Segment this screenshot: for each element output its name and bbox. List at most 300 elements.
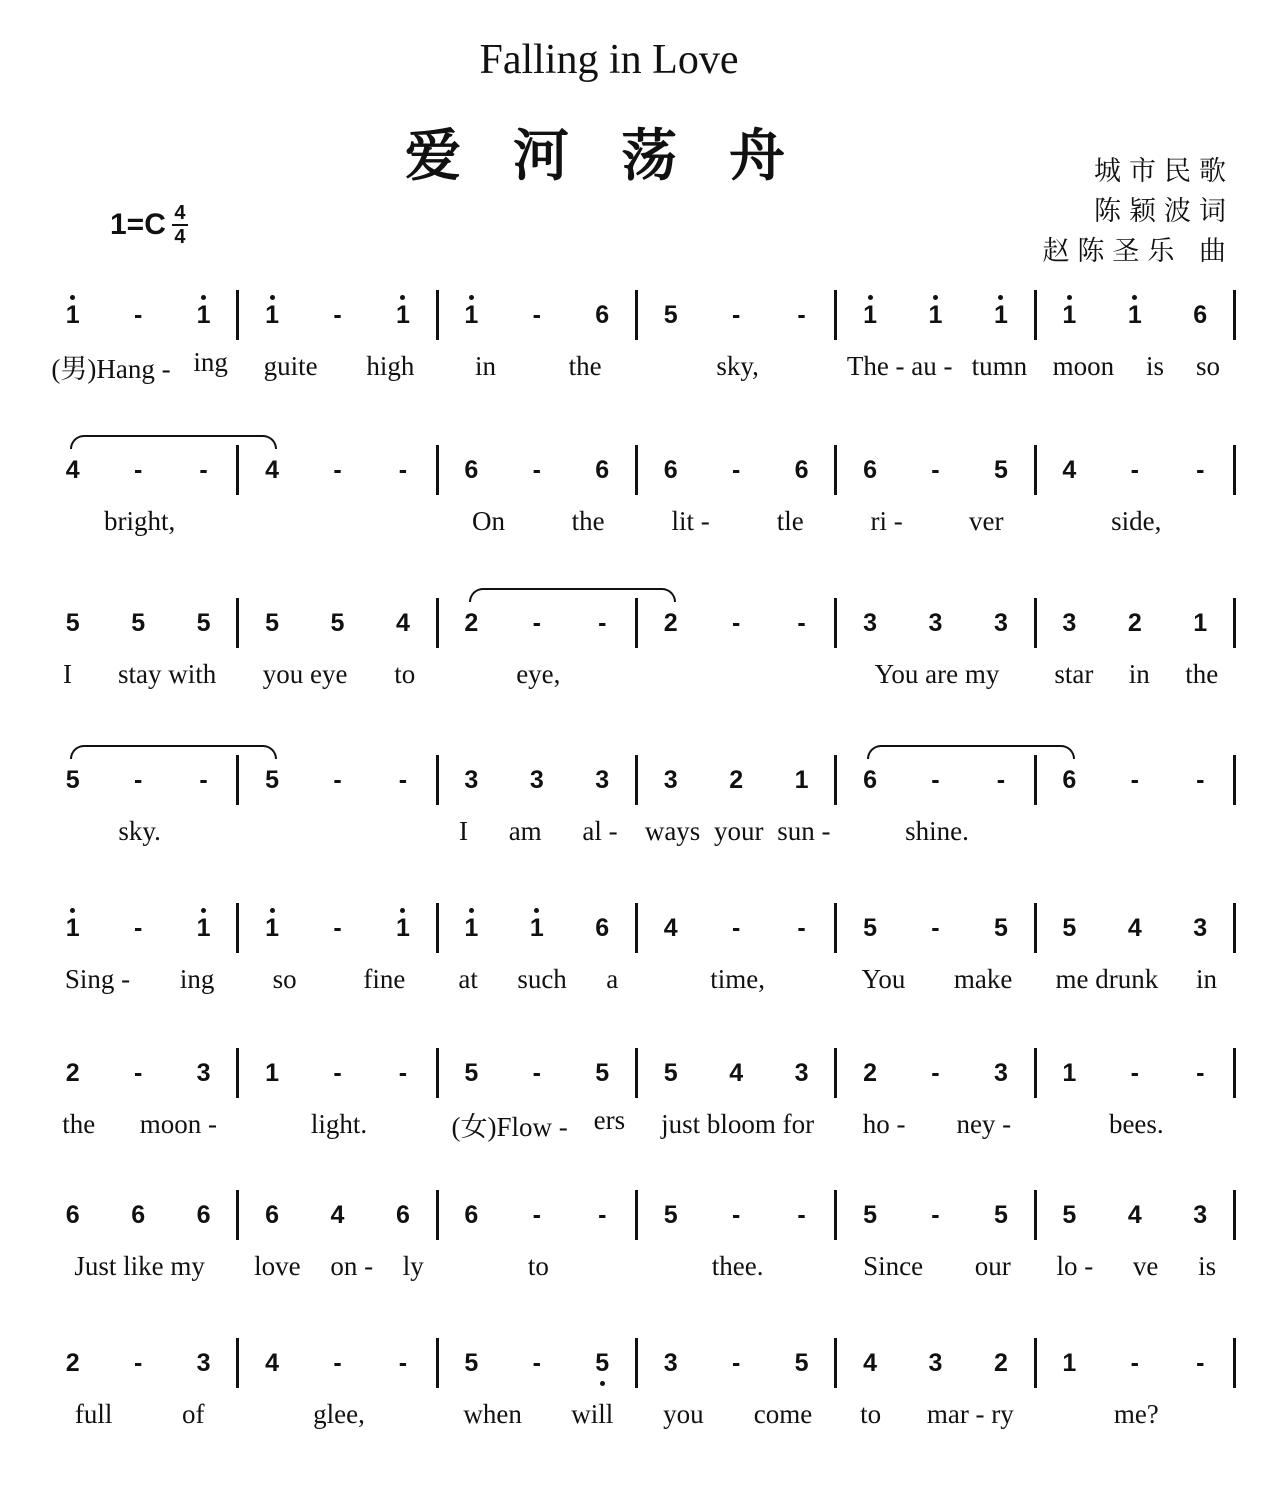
note: 2: [1127, 608, 1142, 637]
measure: [837, 445, 1036, 495]
dash-extension: -: [398, 765, 408, 794]
lyric-syllable: ly: [402, 1250, 424, 1281]
note: 5: [587, 1349, 617, 1378]
note: 1: [456, 914, 486, 943]
note: 4: [863, 1348, 877, 1377]
dash-extension: -: [333, 1348, 342, 1377]
lyric-measure: [439, 506, 638, 537]
tie-arc: [469, 588, 676, 602]
note: 5: [863, 913, 877, 942]
lyric-syllable: ing: [193, 346, 228, 377]
dash-extension: -: [133, 765, 143, 794]
time-bottom: 4: [174, 226, 186, 248]
note: 4: [265, 1348, 279, 1377]
note: 1: [388, 914, 418, 943]
note: 1: [855, 301, 885, 330]
lyric-measure: [239, 1399, 438, 1430]
lyric-measure: [1037, 351, 1236, 382]
lyric-syllable: our: [974, 1250, 1011, 1281]
lyric-syllable: moon -: [139, 1108, 218, 1139]
lyric-syllable: eye,: [516, 658, 561, 689]
lyric-measure: [439, 659, 638, 690]
lyrics-line: [40, 1104, 1236, 1144]
lyric-syllable: in: [1196, 963, 1218, 994]
measure: [439, 598, 638, 648]
lyric-syllable: sun -: [777, 815, 831, 846]
lyric-syllable: lit -: [671, 505, 710, 536]
note: 1: [1193, 608, 1208, 637]
lyric-syllable: just bloom for: [661, 1108, 815, 1139]
lyric-syllable: guite: [263, 350, 318, 381]
title-chinese: 爱河荡舟: [405, 123, 837, 189]
lyric-syllable: at: [458, 963, 478, 994]
note: 1: [794, 765, 809, 794]
note: 5: [993, 455, 1008, 484]
dash-extension: -: [1196, 765, 1205, 794]
lyrics-line: [40, 346, 1236, 386]
measure: [239, 1190, 438, 1240]
dash-extension: -: [532, 455, 541, 484]
note: 1: [1120, 301, 1150, 330]
dash-extension: -: [598, 608, 607, 637]
lyric-syllable: al -: [582, 815, 618, 846]
lyric-syllable: (女)Flow -: [451, 1111, 568, 1142]
dash-extension: -: [398, 455, 408, 484]
dash-extension: -: [333, 300, 342, 329]
dash-extension: -: [731, 300, 741, 329]
lyric-measure: [837, 1399, 1036, 1430]
dash-extension: -: [731, 913, 741, 942]
note: 5: [595, 1058, 610, 1087]
score-row: [40, 755, 1236, 851]
note: 5: [265, 765, 279, 794]
measure: [1037, 755, 1236, 805]
tie-arc: [867, 745, 1074, 759]
measure: [239, 755, 438, 805]
dash-extension: -: [797, 913, 806, 942]
note: 6: [863, 765, 877, 794]
note: 2: [65, 1348, 80, 1377]
title-english: Falling in Love: [479, 37, 739, 83]
dash-extension: -: [931, 1200, 940, 1229]
lyric-syllable: lo -: [1056, 1250, 1094, 1281]
measure: [837, 755, 1036, 805]
note: 5: [993, 1200, 1008, 1229]
note: 5: [464, 1348, 479, 1377]
dash-extension: -: [1196, 455, 1205, 484]
lyric-syllable: when: [463, 1398, 522, 1429]
note: 1: [986, 301, 1016, 330]
lyric-syllable: sky.: [118, 815, 161, 846]
note: 2: [65, 1058, 80, 1087]
lyric-syllable: fine: [363, 963, 406, 994]
measure: [439, 1190, 638, 1240]
lyric-syllable: high: [366, 350, 415, 381]
measure: [638, 1190, 837, 1240]
measure: [40, 290, 239, 340]
dash-extension: -: [797, 1200, 806, 1229]
note: 4: [1127, 1200, 1142, 1229]
lyric-syllable: time,: [710, 963, 766, 994]
lyric-measure: [638, 1399, 837, 1430]
note: 1: [1062, 1348, 1077, 1377]
measure: [1037, 903, 1236, 953]
lyric-syllable: You are my: [874, 658, 1000, 689]
note: 5: [1062, 913, 1077, 942]
note: 1: [920, 301, 950, 330]
dash-extension: -: [731, 608, 741, 637]
measure: [837, 903, 1036, 953]
lyric-measure: [1037, 659, 1236, 690]
measure: [1037, 1048, 1236, 1098]
note: 5: [265, 608, 279, 637]
lyric-syllable: of: [181, 1398, 205, 1429]
lyric-syllable: sky,: [716, 350, 759, 381]
note: 5: [131, 608, 146, 637]
measure: [837, 1048, 1036, 1098]
lyric-measure: [1037, 1251, 1236, 1282]
measure: [439, 1338, 638, 1388]
note: 3: [196, 1348, 211, 1377]
notes-line: [40, 445, 1236, 495]
lyric-syllable: in: [1128, 658, 1150, 689]
lyric-syllable: star: [1054, 658, 1094, 689]
lyric-syllable: thee.: [711, 1250, 764, 1281]
measure: [40, 755, 239, 805]
measure: [239, 598, 438, 648]
lyric-syllable: me drunk: [1055, 963, 1159, 994]
note: 4: [1127, 913, 1142, 942]
lyric-syllable: tumn: [971, 350, 1028, 381]
measure: [239, 1048, 438, 1098]
time-top: 4: [174, 202, 186, 224]
lyric-syllable: shine.: [905, 815, 969, 846]
dash-extension: -: [731, 455, 741, 484]
note: 2: [863, 1058, 877, 1087]
credit-composer: 赵陈圣乐 曲: [1042, 236, 1234, 267]
dash-extension: -: [133, 1348, 143, 1377]
key-signature: [110, 203, 188, 247]
lyric-syllable: full: [74, 1398, 113, 1429]
dash-extension: -: [797, 300, 806, 329]
note: 6: [1193, 300, 1208, 329]
note: 4: [265, 455, 279, 484]
lyric-syllable: bees.: [1108, 1108, 1164, 1139]
lyric-syllable: stay with: [118, 658, 217, 689]
lyric-syllable: (男)Hang -: [51, 353, 171, 384]
note: 1: [388, 301, 418, 330]
lyric-syllable: am: [508, 815, 542, 846]
lyric-syllable: your: [714, 815, 764, 846]
dash-extension: -: [996, 765, 1006, 794]
note: 3: [464, 765, 479, 794]
notes-line: [40, 598, 1236, 648]
lyric-measure: [837, 1251, 1036, 1282]
lyric-syllable: I: [459, 815, 468, 846]
lyric-syllable: you eye: [262, 658, 348, 689]
note: 6: [265, 1200, 279, 1229]
lyric-syllable: the: [568, 350, 602, 381]
lyric-syllable: to: [860, 1398, 882, 1429]
lyric-syllable: the: [571, 505, 605, 536]
dash-extension: -: [333, 913, 342, 942]
lyric-syllable: light.: [310, 1108, 368, 1139]
lyric-syllable: in: [474, 350, 496, 381]
lyric-measure: [40, 659, 239, 690]
dash-extension: -: [532, 1200, 541, 1229]
measure: [837, 1190, 1036, 1240]
measure: [837, 290, 1036, 340]
lyric-measure: [439, 351, 638, 382]
dash-extension: -: [199, 765, 208, 794]
measure: [638, 598, 837, 648]
lyric-syllable: the: [1185, 658, 1219, 689]
measure: [1037, 1338, 1236, 1388]
notes-line: [40, 755, 1236, 805]
lyric-syllable: Sing -: [64, 963, 131, 994]
note: 5: [1062, 1200, 1077, 1229]
dash-extension: -: [133, 913, 143, 942]
note: 3: [663, 765, 678, 794]
notes-line: [40, 1338, 1236, 1388]
lyric-syllable: Since: [863, 1250, 924, 1281]
lyric-syllable: bright,: [104, 505, 176, 536]
notes-line: [40, 290, 1236, 340]
dash-extension: -: [1130, 1058, 1139, 1087]
lyric-measure: [837, 964, 1036, 995]
note: 5: [663, 300, 678, 329]
lyric-measure: [638, 1109, 837, 1140]
dash-extension: -: [1130, 765, 1139, 794]
lyric-measure: [638, 506, 837, 537]
time-signature: [172, 203, 188, 247]
score-row: [40, 598, 1236, 694]
lyric-syllable: you: [663, 1398, 704, 1429]
lyric-syllable: the: [62, 1108, 96, 1139]
lyric-measure: [837, 1109, 1036, 1140]
measure: [638, 1338, 837, 1388]
note: 1: [265, 1058, 279, 1087]
measure: [439, 445, 638, 495]
lyric-measure: [1037, 964, 1236, 995]
credit-origin: 城市民歌: [1094, 156, 1234, 187]
lyric-measure: [1037, 506, 1236, 537]
tie-arc: [70, 435, 277, 449]
lyric-syllable: ri -: [870, 505, 903, 536]
notes-line: [40, 1048, 1236, 1098]
dash-extension: -: [731, 1200, 741, 1229]
note: 2: [993, 1348, 1008, 1377]
lyric-syllable: ers: [593, 1104, 626, 1135]
dash-extension: -: [731, 1348, 741, 1377]
note: 6: [595, 300, 610, 329]
dash-extension: -: [931, 765, 940, 794]
lyric-measure: [638, 1251, 837, 1282]
note: 3: [928, 1348, 943, 1377]
lyric-syllable: tle: [776, 505, 804, 536]
lyrics-line: [40, 654, 1236, 694]
lyrics-line: [40, 811, 1236, 851]
measure: [1037, 1190, 1236, 1240]
note: 5: [663, 1200, 678, 1229]
note: 2: [464, 608, 479, 637]
lyric-syllable: to: [394, 658, 416, 689]
dash-extension: -: [398, 1058, 408, 1087]
note: 2: [729, 765, 744, 794]
lyric-measure: [40, 964, 239, 995]
lyric-measure: [40, 1251, 239, 1282]
measure: [439, 290, 638, 340]
lyric-syllable: side,: [1111, 505, 1162, 536]
note: 3: [993, 1058, 1008, 1087]
lyric-measure: [439, 1399, 638, 1430]
dash-extension: -: [1130, 1348, 1139, 1377]
note: 6: [595, 913, 610, 942]
lyric-syllable: moon: [1052, 350, 1115, 381]
lyrics-line: [40, 1394, 1236, 1434]
measure: [1037, 598, 1236, 648]
note: 1: [1062, 1058, 1077, 1087]
note: 3: [529, 765, 544, 794]
lyric-measure: [439, 1251, 638, 1282]
lyric-syllable: ver: [968, 505, 1004, 536]
note: 5: [65, 765, 80, 794]
measure: [439, 755, 638, 805]
note: 3: [196, 1058, 211, 1087]
note: 5: [794, 1348, 809, 1377]
notes-line: [40, 903, 1236, 953]
lyrics-line: [40, 959, 1236, 999]
lyric-measure: [239, 1109, 438, 1140]
measure: [239, 290, 438, 340]
measure: [239, 1338, 438, 1388]
lyric-measure: [837, 506, 1036, 537]
note: 3: [928, 608, 943, 637]
note: 3: [663, 1348, 678, 1377]
dash-extension: -: [398, 1348, 408, 1377]
dash-extension: -: [133, 300, 143, 329]
lyric-syllable: make: [953, 963, 1013, 994]
lyric-measure: [837, 351, 1036, 382]
lyric-syllable: come: [753, 1398, 813, 1429]
note: 1: [456, 301, 486, 330]
lyric-measure: [439, 964, 638, 995]
lyric-syllable: to: [527, 1250, 549, 1281]
lyric-syllable: on -: [330, 1250, 374, 1281]
lyric-measure: [439, 1105, 638, 1144]
dash-extension: -: [931, 1058, 940, 1087]
note: 4: [65, 455, 80, 484]
lyric-measure: [837, 816, 1036, 847]
dash-extension: -: [133, 455, 143, 484]
note: 4: [663, 913, 678, 942]
lyric-syllable: is: [1198, 1250, 1217, 1281]
lyric-syllable: ney -: [956, 1108, 1012, 1139]
score-row: [40, 1048, 1236, 1144]
dash-extension: -: [1196, 1058, 1205, 1087]
lyric-syllable: The - au -: [846, 350, 953, 381]
note: 1: [189, 301, 219, 330]
note: 4: [395, 608, 410, 637]
note: 4: [330, 1200, 345, 1229]
lyric-measure: [40, 347, 239, 386]
measure: [638, 445, 837, 495]
lyric-measure: [439, 816, 638, 847]
lyric-measure: [1037, 1399, 1236, 1430]
lyric-syllable: Just like my: [74, 1250, 205, 1281]
measure: [40, 1338, 239, 1388]
measure: [638, 903, 837, 953]
lyric-measure: [638, 816, 837, 847]
lyric-syllable: On: [471, 505, 505, 536]
dash-extension: -: [199, 455, 208, 484]
note: 5: [863, 1200, 877, 1229]
note: 1: [522, 914, 552, 943]
note: 5: [330, 608, 345, 637]
lyric-measure: [638, 351, 837, 382]
note: 6: [863, 455, 877, 484]
lyric-measure: [239, 659, 438, 690]
measure: [439, 1048, 638, 1098]
key-label: 1=C: [110, 208, 166, 241]
measure: [40, 1048, 239, 1098]
lyric-measure: [40, 506, 239, 537]
measure: [638, 290, 837, 340]
note: 3: [595, 765, 610, 794]
measure: [837, 598, 1036, 648]
note: 1: [1054, 301, 1084, 330]
note: 3: [863, 608, 877, 637]
lyric-syllable: a: [606, 963, 619, 994]
lyrics-line: [40, 501, 1236, 541]
credit-lyricist: 陈颖波词: [1094, 196, 1234, 227]
note: 6: [131, 1200, 146, 1229]
lyric-measure: [837, 659, 1036, 690]
score-row: [40, 1190, 1236, 1286]
lyric-syllable: me?: [1113, 1398, 1159, 1429]
measure: [40, 598, 239, 648]
note: 3: [1062, 608, 1077, 637]
note: 6: [464, 455, 479, 484]
note: 1: [257, 301, 287, 330]
dash-extension: -: [532, 1348, 541, 1377]
dash-extension: -: [333, 455, 342, 484]
measure: [638, 755, 837, 805]
note: 1: [189, 914, 219, 943]
dash-extension: -: [1130, 455, 1139, 484]
lyric-measure: [40, 816, 239, 847]
measure: [439, 903, 638, 953]
note: 6: [395, 1200, 410, 1229]
note: 3: [1193, 1200, 1208, 1229]
note: 6: [65, 1200, 80, 1229]
note: 6: [196, 1200, 211, 1229]
lyric-syllable: You: [861, 963, 906, 994]
lyrics-line: [40, 1246, 1236, 1286]
note: 3: [1193, 913, 1208, 942]
lyric-syllable: ho -: [862, 1108, 906, 1139]
measure: [837, 1338, 1036, 1388]
measure: [40, 903, 239, 953]
lyric-syllable: so: [272, 963, 297, 994]
dash-extension: -: [931, 913, 940, 942]
score-row: [40, 445, 1236, 541]
lyric-syllable: love: [254, 1250, 301, 1281]
lyric-syllable: ve: [1132, 1250, 1159, 1281]
note: 6: [1062, 765, 1077, 794]
note: 4: [1062, 455, 1077, 484]
dash-extension: -: [598, 1200, 607, 1229]
